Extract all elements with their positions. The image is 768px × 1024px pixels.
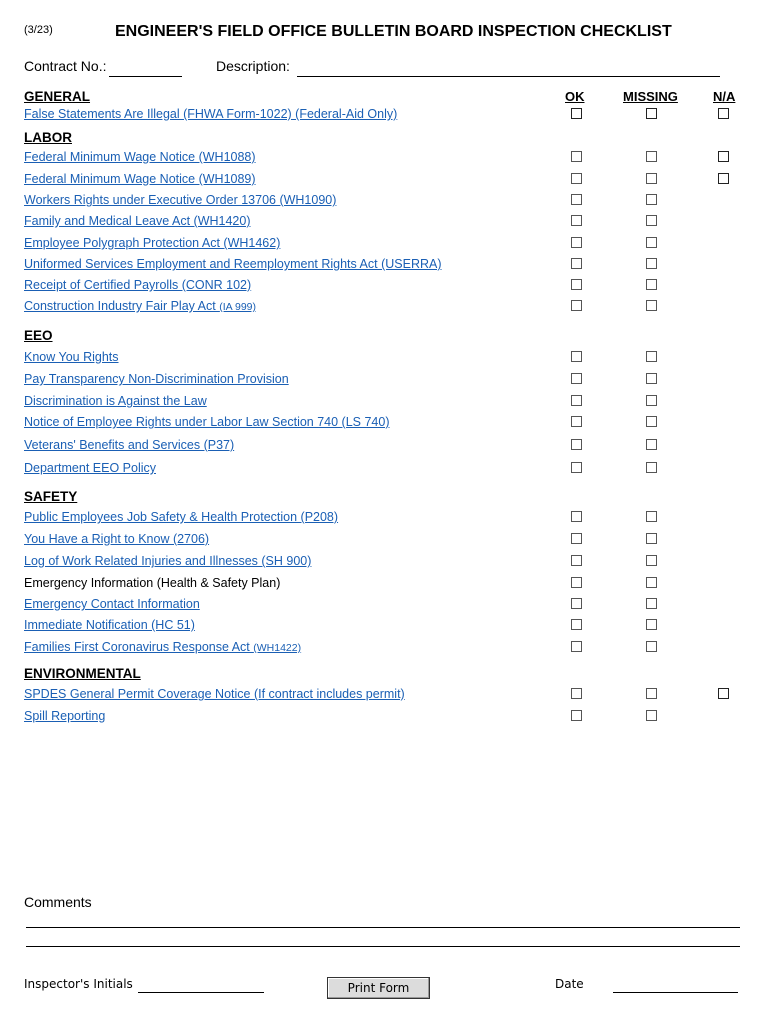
checkbox-ok[interactable]: [571, 351, 582, 362]
section-title-safety: SAFETY: [24, 489, 78, 504]
checkbox-ok[interactable]: [571, 194, 582, 205]
checklist-item-label[interactable]: [24, 257, 442, 271]
checkbox-ok[interactable]: [571, 416, 582, 427]
checkbox-ok[interactable]: [571, 598, 582, 609]
contract-label: Contract No.:: [24, 58, 107, 74]
checkbox-missing[interactable]: [646, 511, 657, 522]
item-text: Workers Rights under Executive Order 13706 (WH1090): [24, 193, 337, 207]
checkbox-missing[interactable]: [646, 108, 657, 119]
checkbox-ok[interactable]: [571, 237, 582, 248]
item-text: Log of Work Related Injuries and Illnesses (SH 900): [24, 554, 312, 568]
item-text: Spill Reporting: [24, 709, 106, 723]
section-title-labor: LABOR: [24, 130, 72, 145]
checkbox-na[interactable]: [718, 173, 729, 184]
item-text: You Have a Right to Know (2706): [24, 532, 210, 546]
checkbox-missing[interactable]: [646, 598, 657, 609]
checkbox-missing[interactable]: [646, 215, 657, 226]
section-title-eeo: EEO: [24, 328, 53, 343]
checklist-item-label[interactable]: [24, 193, 336, 207]
inspector-initials-field[interactable]: [138, 992, 264, 993]
checkbox-ok[interactable]: [571, 533, 582, 544]
item-text: Receipt of Certified Payrolls (CONR 102): [24, 278, 252, 292]
section-title-environmental: ENVIRONMENTAL: [24, 666, 141, 681]
checkbox-ok[interactable]: [571, 511, 582, 522]
item-text: Emergency Contact Information: [24, 597, 200, 611]
checkbox-ok[interactable]: [571, 577, 582, 588]
item-text: Pay Transparency Non-Discrimination Provision: [24, 372, 289, 386]
checklist-item-label[interactable]: [24, 236, 280, 250]
item-text: Emergency Information (Health & Safety Plan): [24, 576, 281, 590]
checklist-item-label[interactable]: [24, 597, 200, 611]
checklist-item-label[interactable]: [24, 640, 301, 654]
checkbox-missing[interactable]: [646, 373, 657, 384]
contract-number-field[interactable]: [109, 76, 182, 77]
checklist-item-label[interactable]: [24, 532, 209, 546]
checkbox-missing[interactable]: [646, 710, 657, 721]
checkbox-ok[interactable]: [571, 555, 582, 566]
checkbox-missing[interactable]: [646, 555, 657, 566]
item-text: Discrimination is Against the Law: [24, 394, 207, 408]
checklist-item-label[interactable]: [24, 278, 251, 292]
item-text: Public Employees Job Safety & Health Protection (P208): [24, 510, 339, 524]
checkbox-ok[interactable]: [571, 710, 582, 721]
checkbox-na[interactable]: [718, 151, 729, 162]
column-header-missing: MISSING: [623, 89, 678, 104]
inspector-initials-label: Inspector's Initials: [24, 977, 133, 991]
comments-line-2[interactable]: [26, 946, 740, 947]
checkbox-missing[interactable]: [646, 194, 657, 205]
item-text: Notice of Employee Rights under Labor Law Section 740 (LS 740): [24, 415, 390, 429]
checklist-item-label[interactable]: [24, 394, 207, 408]
date-label: Date: [555, 977, 584, 991]
item-text: Know You Rights: [24, 350, 119, 364]
checkbox-ok[interactable]: [571, 258, 582, 269]
checklist-item-label[interactable]: [24, 510, 338, 524]
page-title: ENGINEER'S FIELD OFFICE BULLETIN BOARD INSPECTION CHECKLIST: [115, 23, 672, 40]
checkbox-ok[interactable]: [571, 688, 582, 699]
item-text: Federal Minimum Wage Notice (WH1088): [24, 150, 256, 164]
checkbox-ok[interactable]: [571, 173, 582, 184]
item-text: Immediate Notification (HC 51): [24, 618, 195, 632]
checkbox-ok[interactable]: [571, 300, 582, 311]
checklist-item-label[interactable]: [24, 438, 234, 452]
checklist-item-label[interactable]: [24, 618, 195, 632]
checkbox-missing[interactable]: [646, 258, 657, 269]
checkbox-ok[interactable]: [571, 395, 582, 406]
column-header-na: N/A: [713, 89, 736, 104]
checklist-item-label[interactable]: [24, 299, 256, 313]
checkbox-ok[interactable]: [571, 373, 582, 384]
checkbox-missing[interactable]: [646, 237, 657, 248]
item-text: Employee Polygraph Protection Act (WH1462): [24, 236, 281, 250]
checklist-item-label[interactable]: [24, 461, 156, 475]
checklist-item-label[interactable]: [24, 415, 390, 429]
checklist-item-label[interactable]: [24, 172, 256, 186]
checklist-item-label[interactable]: [24, 107, 397, 121]
checkbox-ok[interactable]: [571, 279, 582, 290]
checkbox-missing[interactable]: [646, 300, 657, 311]
checkbox-missing[interactable]: [646, 395, 657, 406]
checkbox-missing[interactable]: [646, 619, 657, 630]
item-text: Department EEO Policy: [24, 461, 156, 475]
checkbox-ok[interactable]: [571, 215, 582, 226]
section-title-general: GENERAL: [24, 89, 91, 104]
comments-line-1[interactable]: [26, 927, 740, 928]
checklist-item-label[interactable]: [24, 687, 405, 701]
description-field[interactable]: [297, 76, 720, 77]
checklist-item-label[interactable]: [24, 350, 119, 364]
item-form-code: (WH1422): [253, 642, 302, 654]
checkbox-ok[interactable]: [571, 151, 582, 162]
checkbox-missing[interactable]: [646, 351, 657, 362]
checklist-item-label[interactable]: [24, 150, 256, 164]
item-text: False Statements Are Illegal (FHWA Form-1022) (Federal-Aid Only): [24, 107, 398, 121]
print-form-button[interactable]: Print Form: [327, 977, 430, 999]
checklist-item-label: [24, 576, 280, 590]
item-text: Construction Industry Fair Play Act: [24, 299, 220, 313]
checklist-item-label[interactable]: [24, 372, 289, 386]
item-text: Uniformed Services Employment and Reemployment Rights Act (USERRA): [24, 257, 442, 271]
description-label: Description:: [216, 58, 290, 74]
checkbox-missing[interactable]: [646, 641, 657, 652]
checklist-item-label[interactable]: [24, 554, 311, 568]
checkbox-ok[interactable]: [571, 462, 582, 473]
checkbox-missing[interactable]: [646, 439, 657, 450]
column-header-ok: OK: [565, 89, 585, 104]
item-text: SPDES General Permit Coverage Notice (If contract includes permit): [24, 687, 405, 701]
item-form-code: (IA 999): [219, 301, 256, 313]
checkbox-missing[interactable]: [646, 151, 657, 162]
revision-date: (3/23): [24, 24, 53, 36]
checkbox-na[interactable]: [718, 688, 729, 699]
checklist-item-label[interactable]: [24, 709, 105, 723]
checkbox-missing[interactable]: [646, 279, 657, 290]
checkbox-missing[interactable]: [646, 533, 657, 544]
date-field[interactable]: [613, 992, 738, 993]
checkbox-missing[interactable]: [646, 688, 657, 699]
checkbox-ok[interactable]: [571, 619, 582, 630]
checkbox-ok[interactable]: [571, 439, 582, 450]
comments-label: Comments: [24, 894, 92, 910]
checkbox-missing[interactable]: [646, 173, 657, 184]
checkbox-missing[interactable]: [646, 577, 657, 588]
item-text: Federal Minimum Wage Notice (WH1089): [24, 172, 256, 186]
item-text: Veterans' Benefits and Services (P37): [24, 438, 235, 452]
checkbox-ok[interactable]: [571, 641, 582, 652]
checklist-item-label[interactable]: [24, 214, 250, 228]
item-text: Family and Medical Leave Act (WH1420): [24, 214, 251, 228]
checkbox-ok[interactable]: [571, 108, 582, 119]
item-text: Families First Coronavirus Response Act: [24, 640, 254, 654]
checkbox-missing[interactable]: [646, 416, 657, 427]
checkbox-na[interactable]: [718, 108, 729, 119]
checkbox-missing[interactable]: [646, 462, 657, 473]
